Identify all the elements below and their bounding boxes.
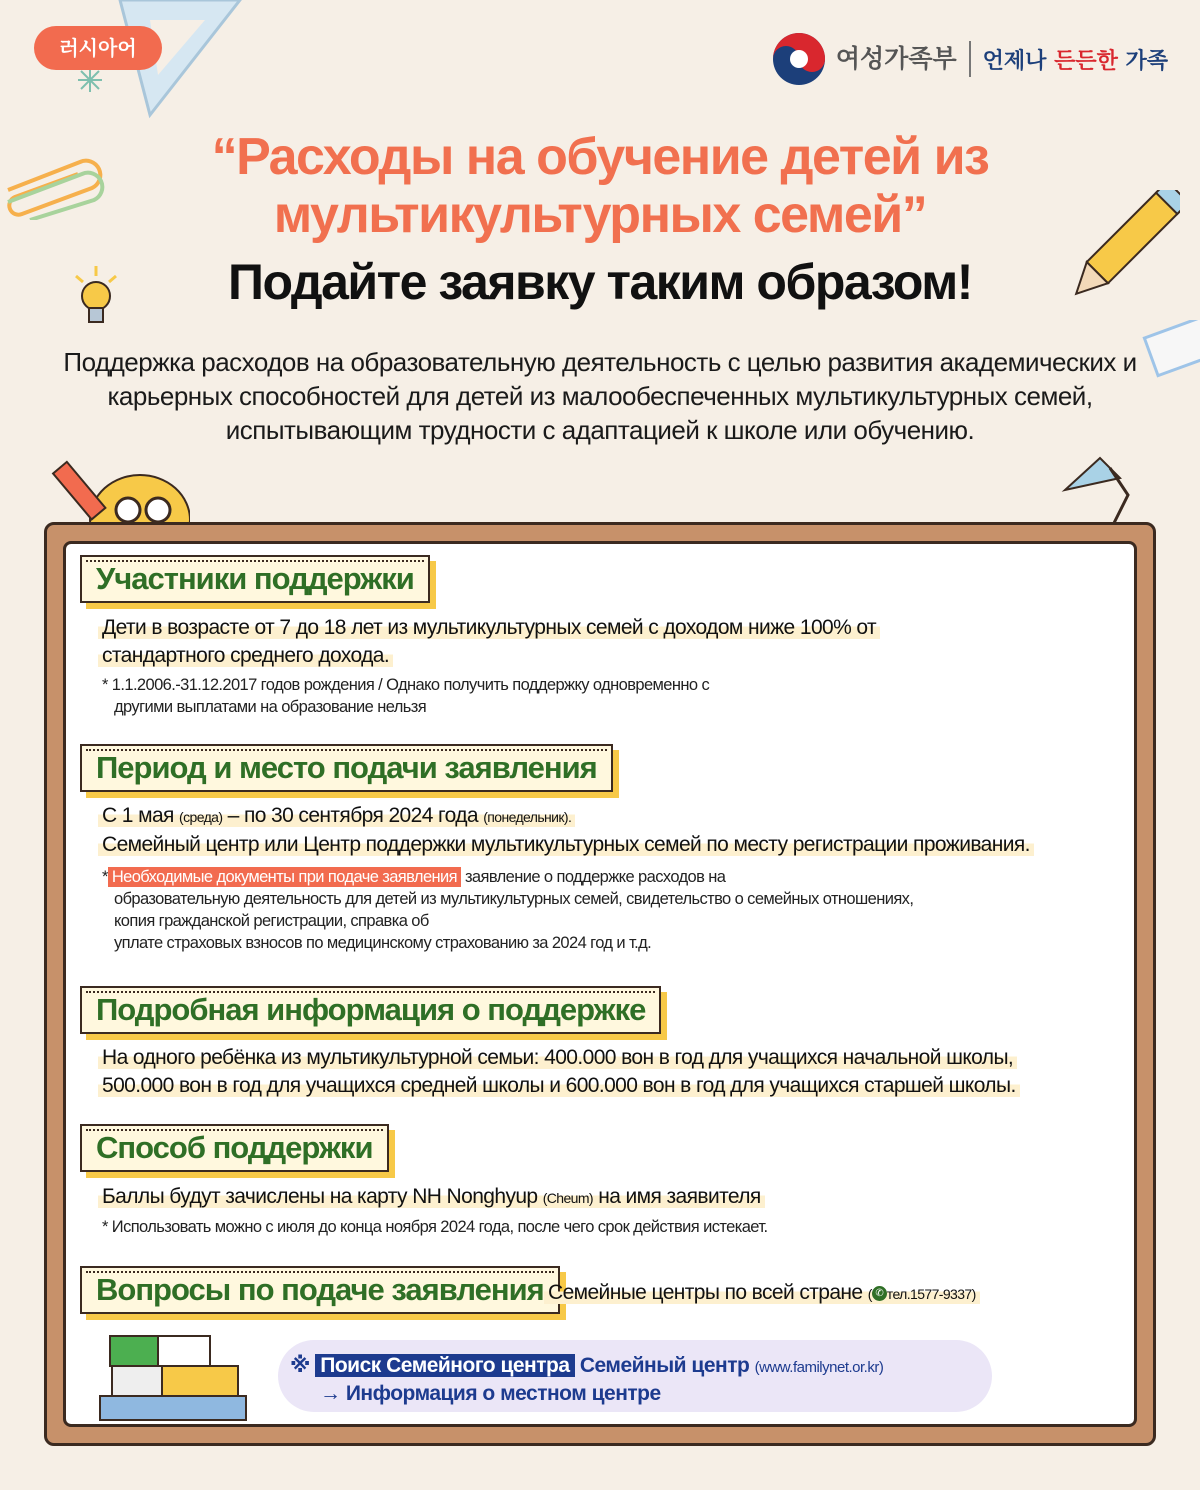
- ministry-slogan: 언제나 든든한 가족: [982, 48, 1168, 74]
- sparkle-icon: [76, 66, 104, 94]
- main-title-line2: мультикультурных семей”: [273, 186, 927, 244]
- search-center-tag: Поиск Семейного центра: [315, 1354, 574, 1377]
- section-heading-method: Способ поддержки: [80, 1124, 389, 1172]
- documents-tag: Необходимые документы при подаче заявления: [108, 867, 461, 887]
- familynet-link[interactable]: (www.familynet.or.kr): [754, 1359, 884, 1376]
- method-note: * Использовать можно с июля до конца ноября 2024 года, после чего срок действия истекает.: [102, 1218, 768, 1236]
- section-heading-period: Период и место подачи заявления: [80, 744, 613, 792]
- eraser-icon: [1140, 320, 1200, 390]
- phone-icon: ✆: [872, 1286, 887, 1301]
- period-text: С 1 мая (среда) – по 30 сентября 2024 года (понедельник). Семейный центр или Центр поддержки мультикультурных семей по месту регистрации проживания.: [98, 802, 1034, 859]
- main-title-line1: “Расходы на обучение детей из: [211, 128, 989, 186]
- eligibility-text: Дети в возрасте от 7 до 18 лет из мультикультурных семей с доходом ниже 100% от стандартного среднего дохода.: [98, 614, 880, 670]
- section-heading-eligibility: Участники поддержки: [80, 555, 430, 603]
- subtitle: Подайте заявку таким образом!: [228, 254, 972, 310]
- period-note: * Необходимые документы при подаче заявления заявление о поддержке расходов на образовательную деятельность для детей из мультикультурных семей, свидетельство о семейных отношениях, копия гражданской регистрации, справка об уплате страховых взносов по медицинскому страхованию за 2024 год и т.д.: [102, 868, 914, 952]
- section-heading-inquiry: Вопросы по подаче заявления: [80, 1266, 560, 1314]
- ministry-logo: [770, 28, 1168, 90]
- eligibility-note: * 1.1.2006.-31.12.2017 годов рождения / Однако получить поддержку одновременно с другими выплатами на образование нельзя: [102, 676, 710, 716]
- taegeuk-icon: [770, 30, 828, 88]
- inquiry-text: Семейные центры по всей стране ( ✆ тел.1577-9337): [544, 1279, 980, 1308]
- mascot-icon: [40, 450, 190, 530]
- intro-text: Поддержка расходов на образовательную деятельность с целью развития академических и карьерных способностей для детей из малообеспеченных мультикультурных семей, испытывающим трудности с адаптацией к школе или обучению.: [63, 347, 1137, 445]
- search-center-line: ※ Поиск Семейного центра Семейный центр (www.familynet.or.kr): [290, 1354, 884, 1377]
- details-text: На одного ребёнка из мультикультурной семьи: 400.000 вон в год для учащихся начальной школы, 500.000 вон в год для учащихся средней школы и 600.000 вон в год для учащихся старшей школы.: [98, 1044, 1020, 1100]
- language-badge: 러시아어: [34, 26, 162, 70]
- books-icon: [98, 1334, 248, 1424]
- local-center-info: → Информация о местном центре: [320, 1382, 661, 1405]
- main-title: [0, 128, 1200, 244]
- section-heading-details: Подробная информация о поддержке: [80, 986, 661, 1034]
- method-text: Баллы будут зачислены на карту NH Nonghyup (Cheum) на имя заявителя: [98, 1183, 765, 1212]
- ministry-name: 여성가족부: [836, 41, 971, 77]
